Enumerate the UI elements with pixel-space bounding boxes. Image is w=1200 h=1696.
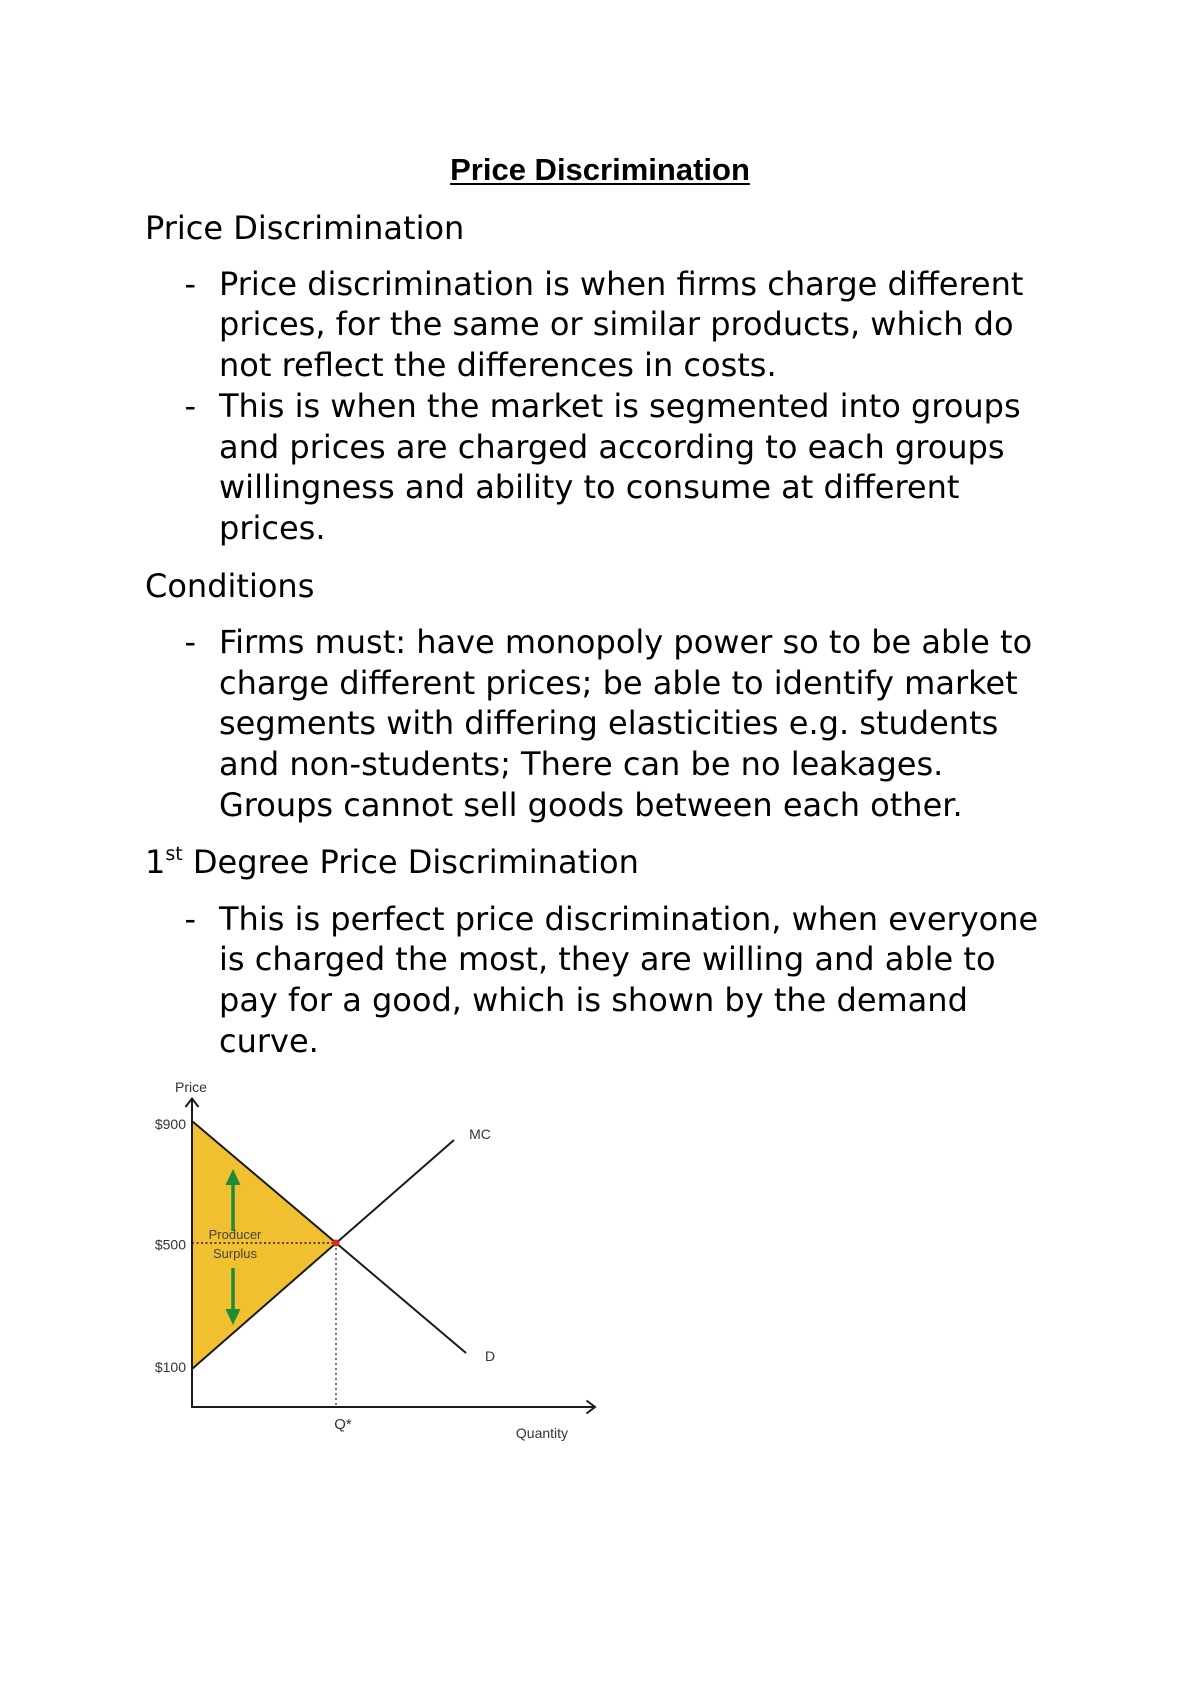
bullet-item	[145, 264, 1052, 386]
quantity-tick-label: Q*	[334, 1416, 352, 1433]
bullet-text: This is when the market is segmented into groups and prices are charged according to each groups willingness and ability to consume at different prices.	[219, 386, 1021, 547]
mc-curve-label: MC	[469, 1126, 491, 1142]
bullet-item	[145, 899, 1052, 1062]
bullet-text: Firms must: have monopoly power so to be able to charge different prices; be able to identify market segments with differing elasticities e.g. students and non-students; There can be no leakages. Groups cannot sell goods between each other.	[219, 622, 1033, 824]
section-heading: Conditions	[145, 566, 315, 605]
section-first-degree	[145, 842, 1055, 1061]
y-axis-label: Price	[175, 1079, 207, 1095]
heading-ordinal-number: 1	[145, 843, 166, 882]
section-heading: Price Discrimination	[145, 208, 465, 247]
section-heading	[145, 842, 1055, 883]
demand-curve-label: D	[484, 1348, 496, 1364]
price-tick-label: $100	[154, 1359, 186, 1375]
document-body	[145, 208, 1055, 1062]
bullet-marker: -	[184, 899, 197, 938]
section-price-discrimination	[145, 208, 1055, 549]
section-conditions	[145, 566, 1055, 826]
bullet-marker: -	[184, 386, 197, 425]
bullet-text: Price discrimination is when firms charge different prices, for the same or similar products, which do not reflect the differences in costs.	[219, 264, 1024, 385]
x-axis-label: Quantity	[515, 1425, 569, 1441]
bullet-marker: -	[184, 264, 197, 303]
bullet-list	[145, 622, 1055, 826]
producer-surplus-label-line1: Producer	[208, 1227, 262, 1242]
price-discrimination-diagram	[120, 1075, 620, 1455]
bullet-item	[145, 622, 1052, 826]
document-title: Price Discrimination	[450, 152, 750, 187]
bullet-list	[145, 899, 1055, 1062]
price-tick-label: $900	[154, 1116, 186, 1132]
producer-surplus-area	[192, 1121, 336, 1369]
heading-ordinal-suffix: st	[165, 842, 183, 865]
producer-surplus-label-line2: Surplus	[212, 1246, 258, 1261]
bullet-marker: -	[184, 622, 197, 661]
bullet-item	[145, 386, 1052, 549]
equilibrium-point	[333, 1240, 340, 1247]
bullet-text: This is perfect price discrimination, when everyone is charged the most, they are willing and able to pay for a good, which is shown by the demand curve.	[219, 899, 1039, 1060]
heading-text: Degree Price Discrimination	[192, 843, 639, 882]
bullet-list	[145, 264, 1055, 549]
price-tick-label: $500	[154, 1236, 186, 1253]
